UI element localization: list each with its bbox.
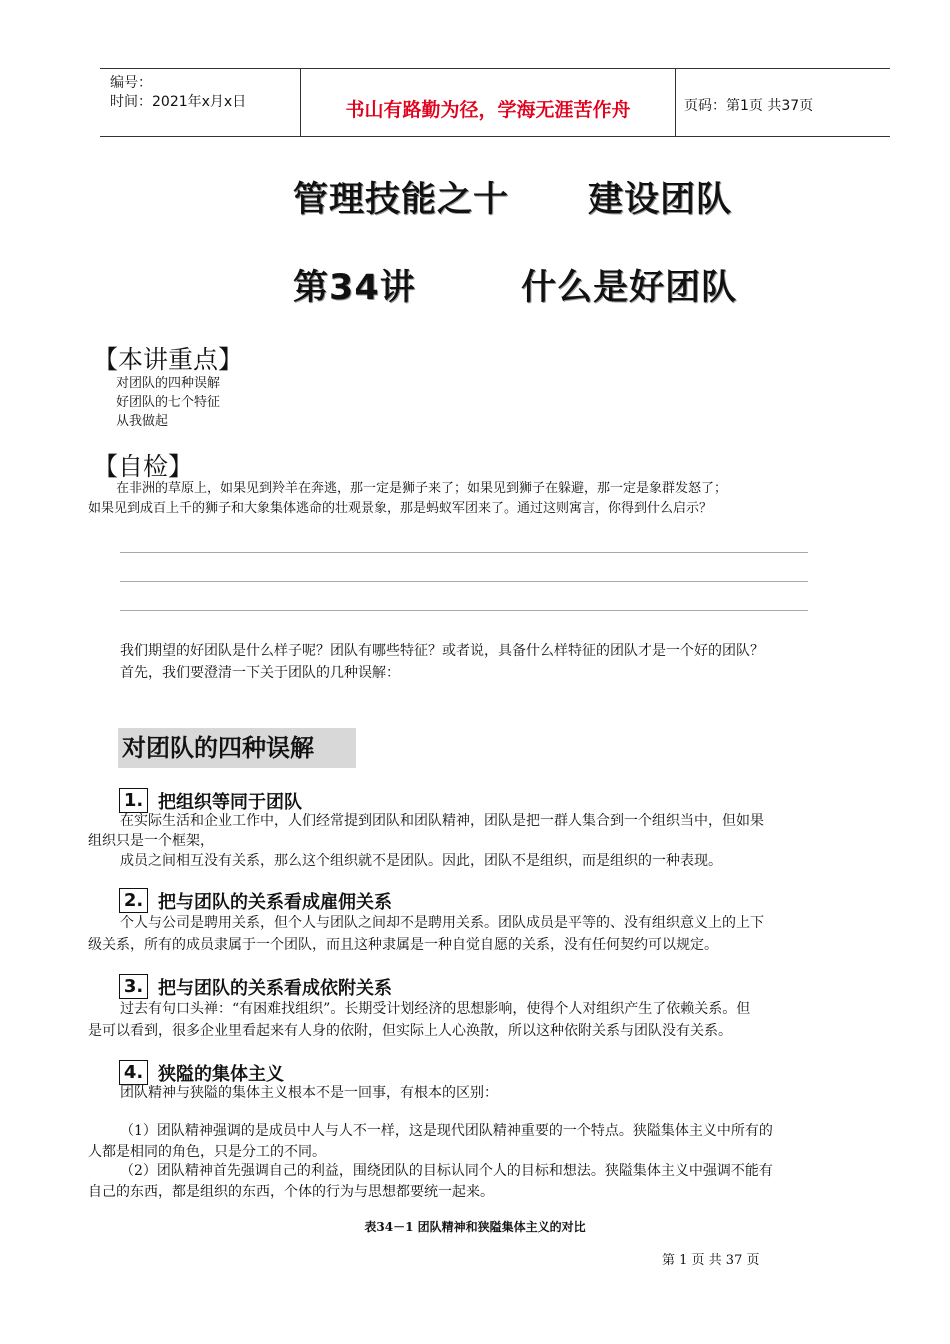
item-text: 是可以看到，很多企业里看起来有人身的依附，但实际上人心涣散，所以这种依附关系与团队没有关系。 xyxy=(88,1023,732,1039)
item-text: 团队精神与狭隘的集体主义根本不是一回事，有根本的区别： xyxy=(120,1085,498,1101)
key-point-item: 对团队的四种误解 xyxy=(116,376,221,391)
diff-text: （1）团队精神强调的是成员中人与人不一样，这是现代团队精神重要的一个特点。狭隘集体主义中所有的 xyxy=(120,1123,773,1139)
page-title: 管理技能之十 建设团队 xyxy=(293,180,733,220)
answer-line xyxy=(120,552,808,553)
section-heading: 对团队的四种误解 xyxy=(118,728,356,768)
item-text: 过去有句口头禅：“有困难找组织”。长期受计划经济的思想影响，使得个人对组织产生了依赖关系。但 xyxy=(120,1001,751,1017)
page-info: 页码：第1页 共37页 xyxy=(684,98,814,114)
item-title: 把组织等同于团队 xyxy=(158,792,302,813)
item-text: 个人与公司是聘用关系，但个人与团队之间却不是聘用关系。团队成员是平等的、没有组织意义上的上下 xyxy=(120,915,764,931)
answer-line xyxy=(120,581,808,582)
item-text: 组织只是一个框架， xyxy=(88,833,214,849)
item-title: 把与团队的关系看成依附关系 xyxy=(158,978,392,999)
item-number: 1. xyxy=(119,788,148,813)
item-text: 成员之间相互没有关系，那么这个组织就不是团队。因此，团队不是组织，而是组织的一种表现。 xyxy=(120,853,722,869)
key-points-heading: 【本讲重点】 xyxy=(93,345,244,374)
item-text: 在实际生活和企业工作中，人们经常提到团队和团队精神，团队是把一群人集合到一个组织当中，但如果 xyxy=(120,813,764,829)
document-header xyxy=(100,68,890,137)
time-label: 时间：2021年x月x日 xyxy=(110,94,247,110)
item-number: 3. xyxy=(119,974,148,999)
self-check-text: 在非洲的草原上，如果见到羚羊在奔逃，那一定是狮子来了；如果见到狮子在躲避，那一定是象群发怒了； xyxy=(116,481,728,496)
item-number: 4. xyxy=(119,1060,148,1085)
answer-line xyxy=(120,610,808,611)
header-meta-cell xyxy=(100,69,301,136)
self-check-heading: 【自检】 xyxy=(93,452,194,481)
item-title: 把与团队的关系看成雇佣关系 xyxy=(158,892,392,913)
item-title: 狭隘的集体主义 xyxy=(158,1064,284,1085)
lecture-title: 第34讲 什么是好团队 xyxy=(293,268,738,308)
self-check-text: 如果见到成百上千的狮子和大象集体逃命的壮观景象，那是蚂蚁军团来了。通过这则寓言，你得到什么启示？ xyxy=(88,501,713,516)
page-footer: 第 1 页 共 37 页 xyxy=(662,1253,760,1268)
table-caption: 表34－1 团队精神和狭隘集体主义的对比 xyxy=(364,1220,586,1234)
serial-label: 编号： xyxy=(110,75,152,91)
diff-text: 人都是相同的角色，只是分工的不同。 xyxy=(88,1144,326,1160)
key-point-item: 从我做起 xyxy=(116,414,169,429)
intro-text: 首先，我们要澄清一下关于团队的几种误解： xyxy=(120,665,400,681)
diff-text: （2）团队精神首先强调自己的利益，围绕团队的目标认同个人的目标和想法。狭隘集体主义中强调不能有 xyxy=(120,1163,773,1179)
intro-text: 我们期望的好团队是什么样子呢？团队有哪些特征？或者说，具备什么样特征的团队才是一个好的团队？ xyxy=(120,643,764,659)
header-motto-cell xyxy=(301,69,676,136)
item-text: 级关系，所有的成员隶属于一个团队，而且这种隶属是一种自觉自愿的关系，没有任何契约可以规定。 xyxy=(88,937,718,953)
item-number: 2. xyxy=(119,888,148,913)
diff-text: 自己的东西，都是组织的东西，个体的行为与思想都要统一起来。 xyxy=(88,1184,494,1200)
key-point-item: 好团队的七个特征 xyxy=(116,395,221,410)
header-page-cell xyxy=(676,69,890,136)
motto: 书山有路勤为径，学海无涯苦作舟 xyxy=(345,99,631,121)
